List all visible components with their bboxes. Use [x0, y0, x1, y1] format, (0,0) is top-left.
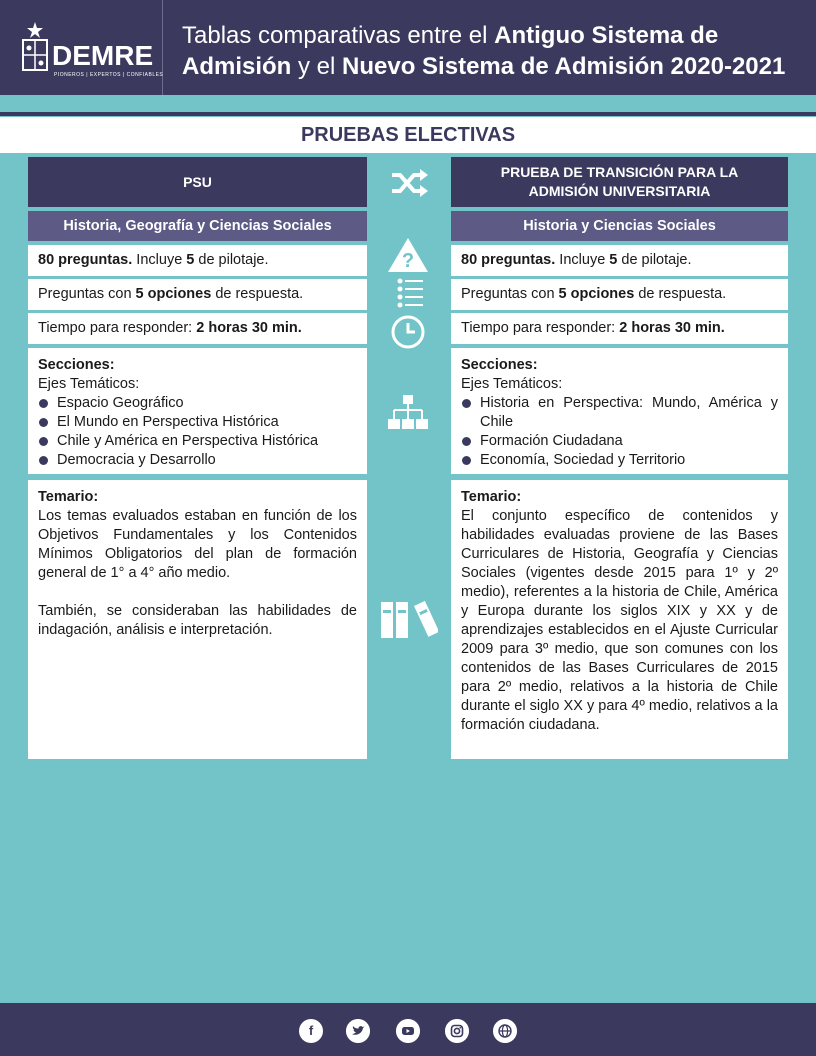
pdt-syllabus: Temario: El conjunto específico de contenidos y habilidades evaluadas proviene de las Bases Curriculares de Historia, Geografía y Ciencias Sociales (vigentes desde 2015 para 1º y 2º medio), referentes a la historia de Chile, América y Europa durante los siglos XIX y XX y de aprendizajes establecidos en el Ajuste Curricular 2009 para 3º medio, que son comunes con los contenidos de las Bases Curriculares de 2015 para 2º medio, relativos a la historia de Chile durante el siglo XX y para 4º medio, relativos a la formación ciudadana.: [451, 480, 788, 759]
header-stripe: [0, 112, 816, 116]
psu-options: Preguntas con 5 opciones de respuesta.: [28, 279, 367, 310]
shuffle-icon: [386, 161, 430, 205]
pdt-column-header: PRUEBA DE TRANSICIÓN PARA LA ADMISIÓN UNIVERSITARIA: [451, 157, 788, 207]
list-item: Historia en Perspectiva: Mundo, América y Chile: [461, 394, 778, 432]
page-header: [0, 0, 816, 95]
psu-sections: Secciones: Ejes Temáticos: Espacio Geográfico El Mundo en Perspectiva Histórica Chile y América en Perspectiva Histórica Democracia y Desarrollo: [28, 348, 367, 474]
emblem-icon: [20, 20, 50, 76]
web-icon[interactable]: [493, 1019, 517, 1043]
pdt-questions: 80 preguntas. Incluye 5 de pilotaje.: [451, 245, 788, 276]
psu-time: Tiempo para responder: 2 horas 30 min.: [28, 313, 367, 344]
page-footer: [0, 1003, 816, 1056]
logo-tagline: PIONEROS | EXPERTOS | CONFIABLES: [54, 72, 164, 78]
question-warning-icon: [386, 236, 430, 274]
books-icon: [380, 600, 438, 640]
facebook-icon[interactable]: f: [299, 1019, 323, 1043]
logo[interactable]: [0, 0, 163, 95]
list-item: Democracia y Desarrollo: [38, 451, 357, 470]
list-item: El Mundo en Perspectiva Histórica: [38, 413, 357, 432]
psu-subject: Historia, Geografía y Ciencias Sociales: [28, 211, 367, 241]
list-icon: [386, 276, 430, 312]
psu-syllabus: Temario: Los temas evaluados estaban en función de los Objetivos Fundamentales y los Contenidos Mínimos Obligatorios del plan de formación general de 1° a 4° año medio. También, se consideraban las habilidades de indagación, análisis e interpretación.: [28, 480, 367, 759]
youtube-icon[interactable]: [396, 1019, 420, 1043]
svg-text:?: ?: [401, 250, 415, 272]
list-item: Chile y América en Perspectiva Histórica: [38, 432, 357, 451]
twitter-icon[interactable]: [346, 1019, 370, 1043]
pdt-sections: Secciones: Ejes Temáticos: Historia en Perspectiva: Mundo, América y Chile Formación Ciudadana Economía, Sociedad y Territorio: [451, 348, 788, 474]
psu-questions: 80 preguntas. Incluye 5 de pilotaje.: [28, 245, 367, 276]
pdt-options: Preguntas con 5 opciones de respuesta.: [451, 279, 788, 310]
page-title: Tablas comparativas entre el Antiguo Sistema de Admisión y el Nuevo Sistema de Admisión 2020-2021: [182, 22, 786, 80]
list-item: Formación Ciudadana: [461, 432, 778, 451]
pdt-subject: Historia y Ciencias Sociales: [451, 211, 788, 241]
hierarchy-icon: [386, 393, 430, 431]
list-item: Espacio Geográfico: [38, 394, 357, 413]
list-item: Economía, Sociedad y Territorio: [461, 451, 778, 470]
section-banner: PRUEBAS ELECTIVAS: [0, 117, 816, 153]
psu-column-header: PSU: [28, 157, 367, 207]
clock-icon: [386, 314, 430, 350]
pdt-time: Tiempo para responder: 2 horas 30 min.: [451, 313, 788, 344]
instagram-icon[interactable]: [445, 1019, 469, 1043]
logo-text: DEMRE: [52, 40, 154, 71]
